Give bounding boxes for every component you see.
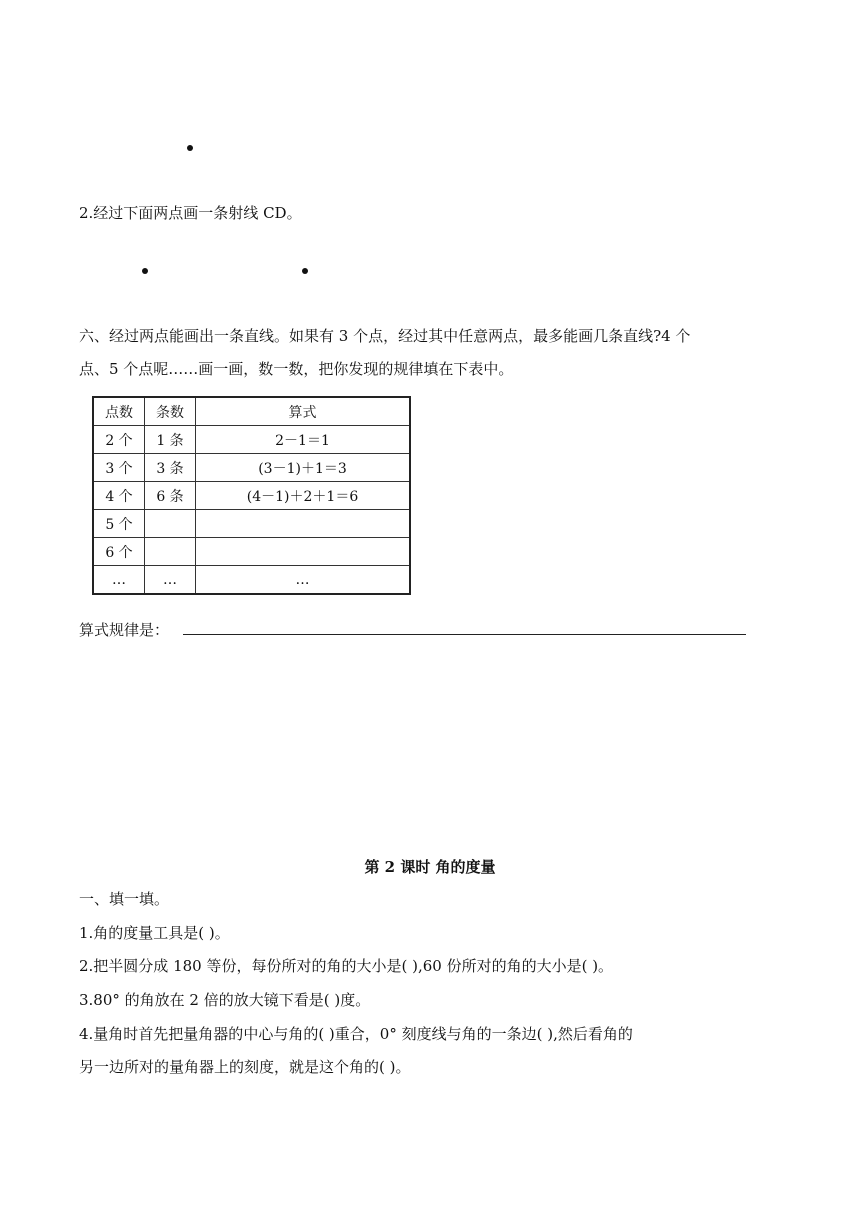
- table-cell: …: [196, 566, 411, 595]
- table-row: [93, 454, 410, 482]
- table-header: 算式: [196, 397, 411, 426]
- table-cell: …: [93, 566, 145, 595]
- fill-question-2: 2.把半圆分成 180 等份，每份所对的角的大小是( ),60 份所对的角的大小是( )。: [79, 957, 614, 975]
- table-cell: …: [145, 566, 196, 595]
- table-row: [93, 426, 410, 454]
- table-row: [93, 566, 410, 595]
- fill-question-4-line2: 另一边所对的量角器上的刻度，就是这个角的( )。: [79, 1058, 411, 1076]
- rule-label: 算式规律是：: [79, 621, 170, 639]
- lesson-title: 第 2 课时 角的度量: [364, 858, 496, 876]
- table-cell: 1 条: [145, 426, 196, 454]
- table-cell: 2－1＝1: [196, 426, 411, 454]
- table-cell-blank[interactable]: [196, 510, 411, 538]
- table-cell: 2 个: [93, 426, 145, 454]
- table-row: [93, 510, 410, 538]
- table-cell: 5 个: [93, 510, 145, 538]
- fill-question-3: 3.80° 的角放在 2 倍的放大镜下看是( )度。: [79, 991, 371, 1009]
- table-cell-blank[interactable]: [196, 538, 411, 566]
- table-cell: 3 个: [93, 454, 145, 482]
- table-cell: 6 条: [145, 482, 196, 510]
- question-6-line2: 点、5 个点呢……画一画，数一数，把你发现的规律填在下表中。: [79, 360, 514, 378]
- point-d-dot: [302, 268, 308, 274]
- table-header: 点数: [93, 397, 145, 426]
- table-cell: 4 个: [93, 482, 145, 510]
- table-cell: 6 个: [93, 538, 145, 566]
- table-header: 条数: [145, 397, 196, 426]
- table-cell-blank[interactable]: [145, 538, 196, 566]
- point-c-dot: [142, 268, 148, 274]
- table-row: [93, 538, 410, 566]
- rule-answer-line[interactable]: [183, 634, 746, 635]
- table-cell: 3 条: [145, 454, 196, 482]
- question-5-2: 2.经过下面两点画一条射线 CD。: [79, 204, 302, 222]
- question-6-line1: 六、经过两点能画出一条直线。如果有 3 个点，经过其中任意两点，最多能画几条直线?4 个: [79, 327, 691, 345]
- pattern-table: [92, 396, 411, 595]
- table-cell: (3－1)＋1＝3: [196, 454, 411, 482]
- table-header-row: [93, 397, 410, 426]
- section-heading: 一、填一填。: [79, 890, 170, 908]
- table-cell-blank[interactable]: [145, 510, 196, 538]
- fill-question-4-line1: 4.量角时首先把量角器的中心与角的( )重合，0° 刻度线与角的一条边( ),然后看角的: [79, 1025, 633, 1043]
- fill-question-1: 1.角的度量工具是( )。: [79, 924, 230, 942]
- table-cell: (4－1)＋2＋1＝6: [196, 482, 411, 510]
- table-row: [93, 482, 410, 510]
- point-dot: [187, 145, 193, 151]
